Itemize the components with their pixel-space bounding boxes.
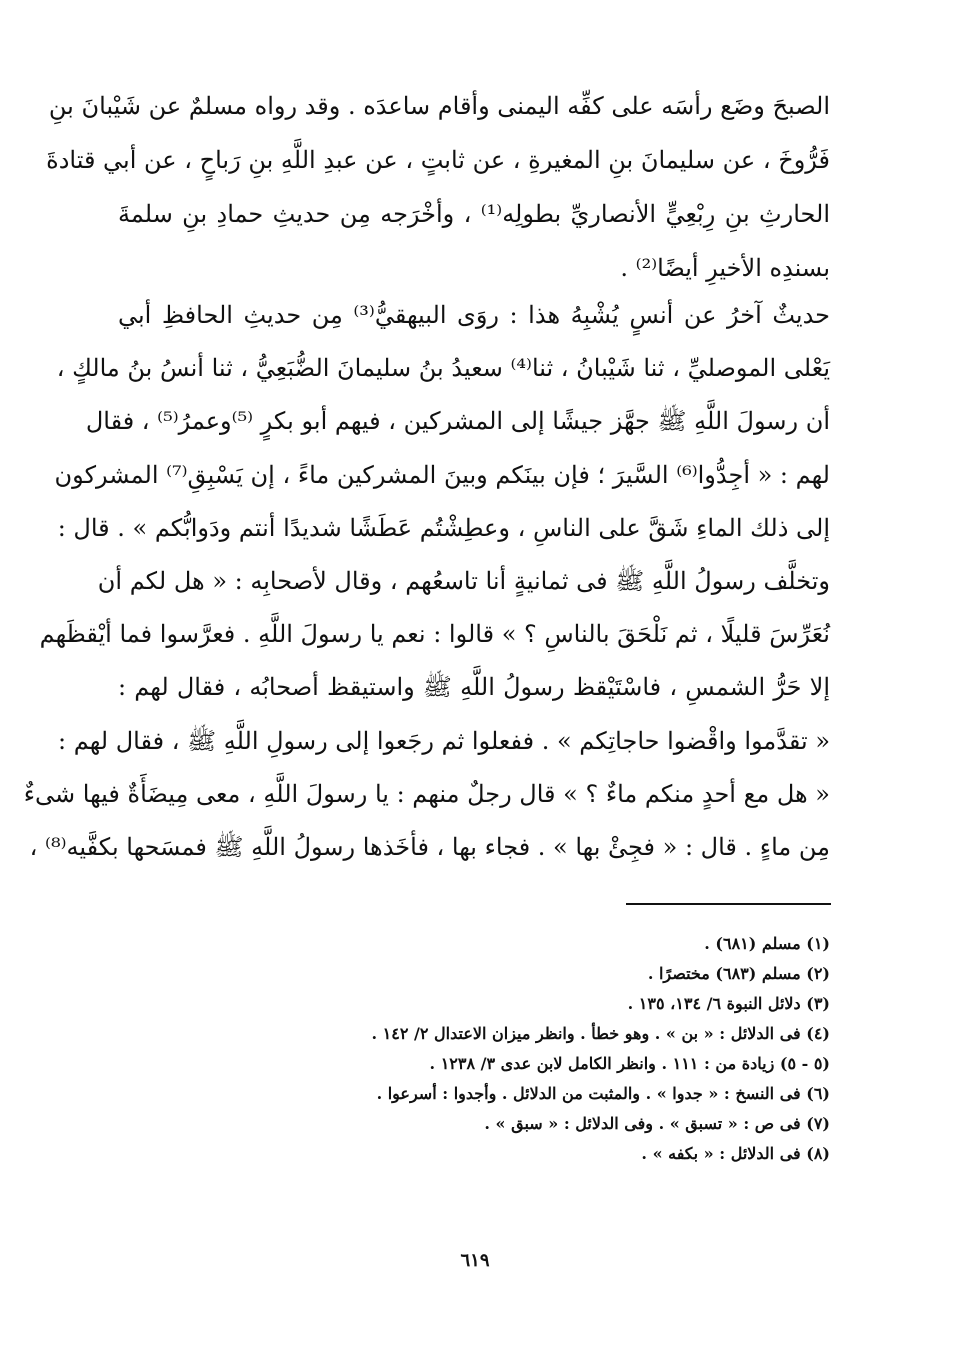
paragraph-1 (46, 88, 830, 304)
text-line: « هل مع أحدٍ منكم ماءٌ ؟ » قال رجلٌ منهم : يا رسولَ اللَّهِ ، معى مِيضَأَةٌ فيها شىءٌ (23, 779, 830, 808)
footnote: (٣) دلائل النبوة ٦/ ١٣٤، ١٣٥ . (627, 994, 830, 1013)
text-line: وتخلَّف رسولُ اللَّهِ ﷺ فى ثمانيةٍ أنا تاسعُهم ، وقال لأصحابِه : « هل لكم أن (97, 566, 830, 595)
text-line: يَعْلى الموصليِّ ، ثنا شَيْبانُ ، ثنا⁽⁴⁾ سعيدُ بنُ سليمانَ الضُّبَعِيُّ ، ثنا أنسُ بنُ مالكٍ ، (56, 354, 830, 383)
text-line: فَرُّوخَ ، عن سليمانَ بنِ المغيرةِ ، عن ثابتٍ ، عن عبدِ اللَّهِ بنِ رَباحٍ ، عن أبي قتادةَ (46, 146, 830, 174)
footnotes (300, 932, 830, 1172)
footnote: (٨) فى الدلائل : « بكفه » . (641, 1144, 830, 1163)
footnote: (١) مسلم (٦٨١) . (704, 934, 830, 953)
footnote: (٦) فى النسخ : « جدوا » . والمثبت من الدلائل . وأجدوا : أسرعوا . (376, 1084, 830, 1103)
text-line: نُعَرِّسَ قليلًا ، ثم نَلْحَقَ بالناسِ ؟ » قالوا : نعم يا رسولَ اللَّهِ . فعرَّسوا فما أيْقظَهم (39, 620, 830, 649)
footnote: (٥ - ٥) زيادة من : ١١١ . وانظر الكامل لابن عدى ٣/ ١٢٣٨ . (429, 1054, 830, 1073)
text-line: الصبحَ وضَع رأسَه على كفِّه اليمنى وأقام ساعدَه . وقد رواه مسلمٌ عن شَيْبانَ بنِ (48, 92, 830, 120)
text-line: الحارثِ بنِ رِبْعِيٍّ الأنصاريِّ بطولِه⁽¹⁾ ، وأخْرَجه مِن حديثِ حمادِ بنِ سلمةَ (118, 200, 830, 228)
text-line: بسندِه الأخيرِ أيضًا⁽²⁾ . (620, 254, 830, 282)
footnote: (٢) مسلم (٦٨٣) مختصرًا . (647, 964, 830, 983)
text-line: حديثٌ آخرُ عن أنسٍ يُشْبِهُ هذا : روَى البيهقيُّ⁽³⁾ مِن حديثِ الحافظِ أبي (118, 301, 831, 329)
text-line: « تقدَّموا واقْضوا حاجاتِكم » . ففعلوا ثم رجَعوا إلى رسولِ اللَّهِ ﷺ ، فقال لهم : (58, 726, 830, 755)
text-line: إلا حَرُّ الشمسِ ، فاسْتَيْقظ رسولُ اللَّهِ ﷺ واستيقظ أصحابُه ، فقال لهم : (118, 673, 830, 702)
text-line: مِن ماءٍ . قال : « فجِئْ بها » . فجاء بها ، فأخَذها رسولُ اللَّهِ ﷺ فمسَحها بكفَّيه⁽⁸⁾ ، (29, 832, 830, 861)
paragraph-2 (23, 297, 831, 882)
footnote: (٤) فى الدلائل : « بن » . وهو خطأ . وانظر ميزان الاعتدال ٢/ ١٤٢ . (371, 1024, 830, 1043)
page-number: ٦١٩ (460, 1250, 490, 1271)
text-line: أن رسولَ اللَّهِ ﷺ جهَّز جيشًا إلى المشركين ، فيهم أبو بكرٍ ⁽⁵⁾وعمرُ⁽⁵⁾ ، فقال (85, 407, 830, 436)
footnote-separator (626, 903, 831, 905)
footnote: (٧) فى ص : « تسبق » . وفى الدلائل : « سبق » . (484, 1114, 830, 1133)
text-line: لهم : « أجِدُّوا⁽⁶⁾ السَّيرَ ؛ فإن بينَكم وبينَ المشركين ماءً ، إن يَسْبِقِ⁽⁷⁾ المشركون (54, 460, 830, 489)
text-line: إلى ذلك الماءِ شَقَّ على الناسِ ، وعطِشْتُم عَطَشًا شديدًا أنتم ودَوابُّكم » . قال : (57, 513, 830, 542)
